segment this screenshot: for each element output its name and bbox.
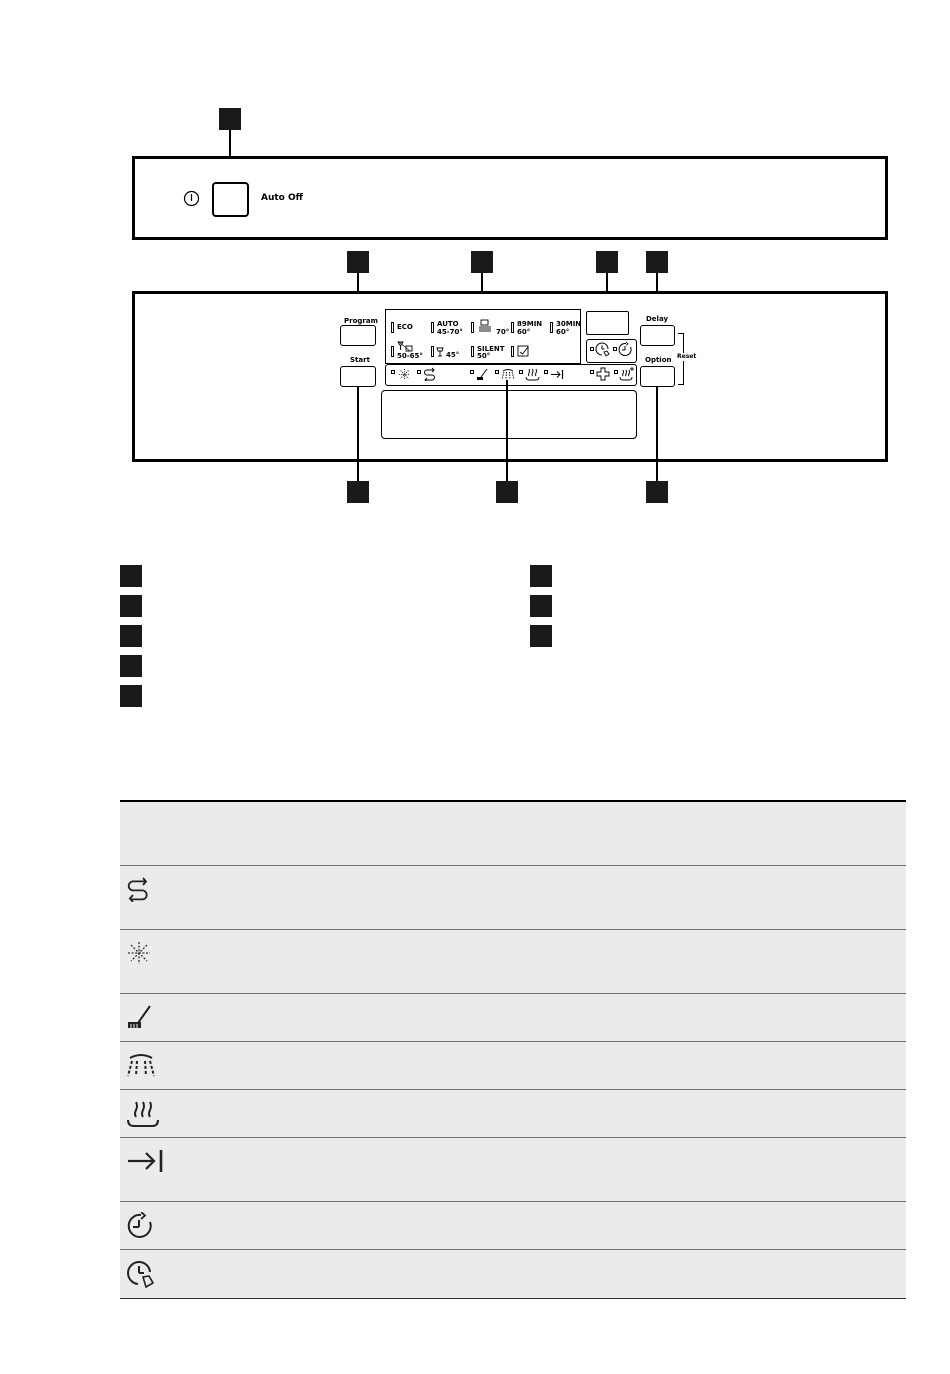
extra-dry-icon (619, 366, 635, 381)
indicator-light (391, 370, 395, 374)
legend-marker-4 (120, 655, 142, 677)
time-manager-icon (595, 342, 611, 358)
program-silent: SILENT (477, 345, 505, 353)
time-display (586, 311, 629, 335)
callout-line (357, 387, 359, 481)
legend-marker-3 (120, 625, 142, 647)
brush-icon (476, 368, 488, 381)
pots-icon (478, 319, 493, 333)
indicator-light (417, 370, 421, 374)
indicator-light (470, 370, 474, 374)
legend-marker-7 (530, 595, 552, 617)
sparkle-icon (398, 368, 411, 381)
extra-hygiene-icon (596, 367, 610, 381)
callout-marker-7 (496, 481, 518, 503)
program-glass-temp: 50-65° (397, 352, 423, 360)
drying-heat-icon (525, 368, 540, 381)
delay-button[interactable] (640, 325, 675, 346)
program-indicator (511, 322, 514, 333)
program-intensive-temp: 70° (496, 328, 510, 336)
table-row (120, 930, 906, 994)
glass-plate-icon (397, 341, 413, 352)
program-glass45-temp: 45° (446, 351, 460, 359)
program-indicator (431, 346, 434, 357)
callout-marker-2 (347, 251, 369, 273)
end-arrow-icon (126, 1148, 164, 1174)
program-indicator (471, 346, 474, 357)
legend-marker-6 (530, 565, 552, 587)
indicator-light (544, 370, 548, 374)
delay-clock-icon (126, 1212, 154, 1240)
callout-marker-3 (471, 251, 493, 273)
program-button[interactable] (340, 325, 376, 346)
callout-line (506, 380, 508, 481)
program-89min: 89MIN (517, 320, 543, 328)
program-eco: ECO (397, 323, 413, 331)
indicator-light (590, 347, 594, 351)
legend-marker-1 (120, 565, 142, 587)
callout-marker-1 (219, 108, 241, 130)
program-30min-temp: 60° (556, 328, 570, 336)
glass-icon (436, 347, 444, 357)
indicator-light (614, 370, 618, 374)
start-button[interactable] (340, 366, 376, 387)
rinse-aid-icon (126, 876, 152, 902)
program-auto-temp: 45-70° (437, 328, 463, 336)
table-row (120, 1202, 906, 1250)
option-button[interactable] (640, 366, 675, 387)
indicator-light (613, 347, 617, 351)
machine-care-icon (517, 344, 530, 357)
on-off-button[interactable] (212, 182, 249, 217)
table-header-row (120, 802, 906, 866)
delay-label: Delay (646, 315, 669, 323)
table-row (120, 1090, 906, 1138)
legend-marker-8 (530, 625, 552, 647)
legend-marker-5 (120, 685, 142, 707)
table-row (120, 1138, 906, 1202)
program-indicator (391, 346, 394, 357)
reset-label: Reset (677, 353, 697, 360)
rinse-aid-icon (423, 367, 436, 381)
callout-marker-4 (596, 251, 618, 273)
power-icon (183, 190, 200, 207)
indicator-light (495, 370, 499, 374)
indicator-light (590, 370, 594, 374)
program-auto: AUTO (437, 320, 459, 328)
option-label: Option (645, 356, 672, 364)
program-89min-temp: 60° (517, 328, 531, 336)
program-indicator (550, 322, 553, 333)
program-label: Program (344, 317, 378, 325)
program-indicator (431, 322, 434, 333)
end-arrow-icon (550, 369, 564, 380)
callout-marker-6 (347, 481, 369, 503)
program-indicator (391, 322, 394, 333)
spray-icon (501, 368, 515, 380)
table-row (120, 1250, 906, 1299)
time-manager-icon (126, 1260, 156, 1290)
table-row (120, 866, 906, 930)
brush-icon (126, 1004, 152, 1030)
callout-line (656, 387, 658, 481)
table-row (120, 994, 906, 1042)
table-row (120, 1042, 906, 1090)
legend-marker-2 (120, 595, 142, 617)
sparkle-icon (126, 940, 152, 966)
auto-off-label: Auto Off (261, 193, 303, 203)
start-label: Start (350, 356, 370, 364)
program-silent-temp: 50° (477, 352, 491, 360)
callout-marker-5 (646, 251, 668, 273)
callout-marker-8 (646, 481, 668, 503)
display-window (381, 390, 637, 439)
delay-clock-icon (618, 342, 633, 357)
program-30min: 30MIN (556, 320, 582, 328)
program-indicator (511, 346, 514, 357)
drying-heat-icon (126, 1100, 160, 1128)
indicator-light (519, 370, 523, 374)
spray-icon (126, 1052, 156, 1078)
program-indicator (471, 322, 474, 333)
